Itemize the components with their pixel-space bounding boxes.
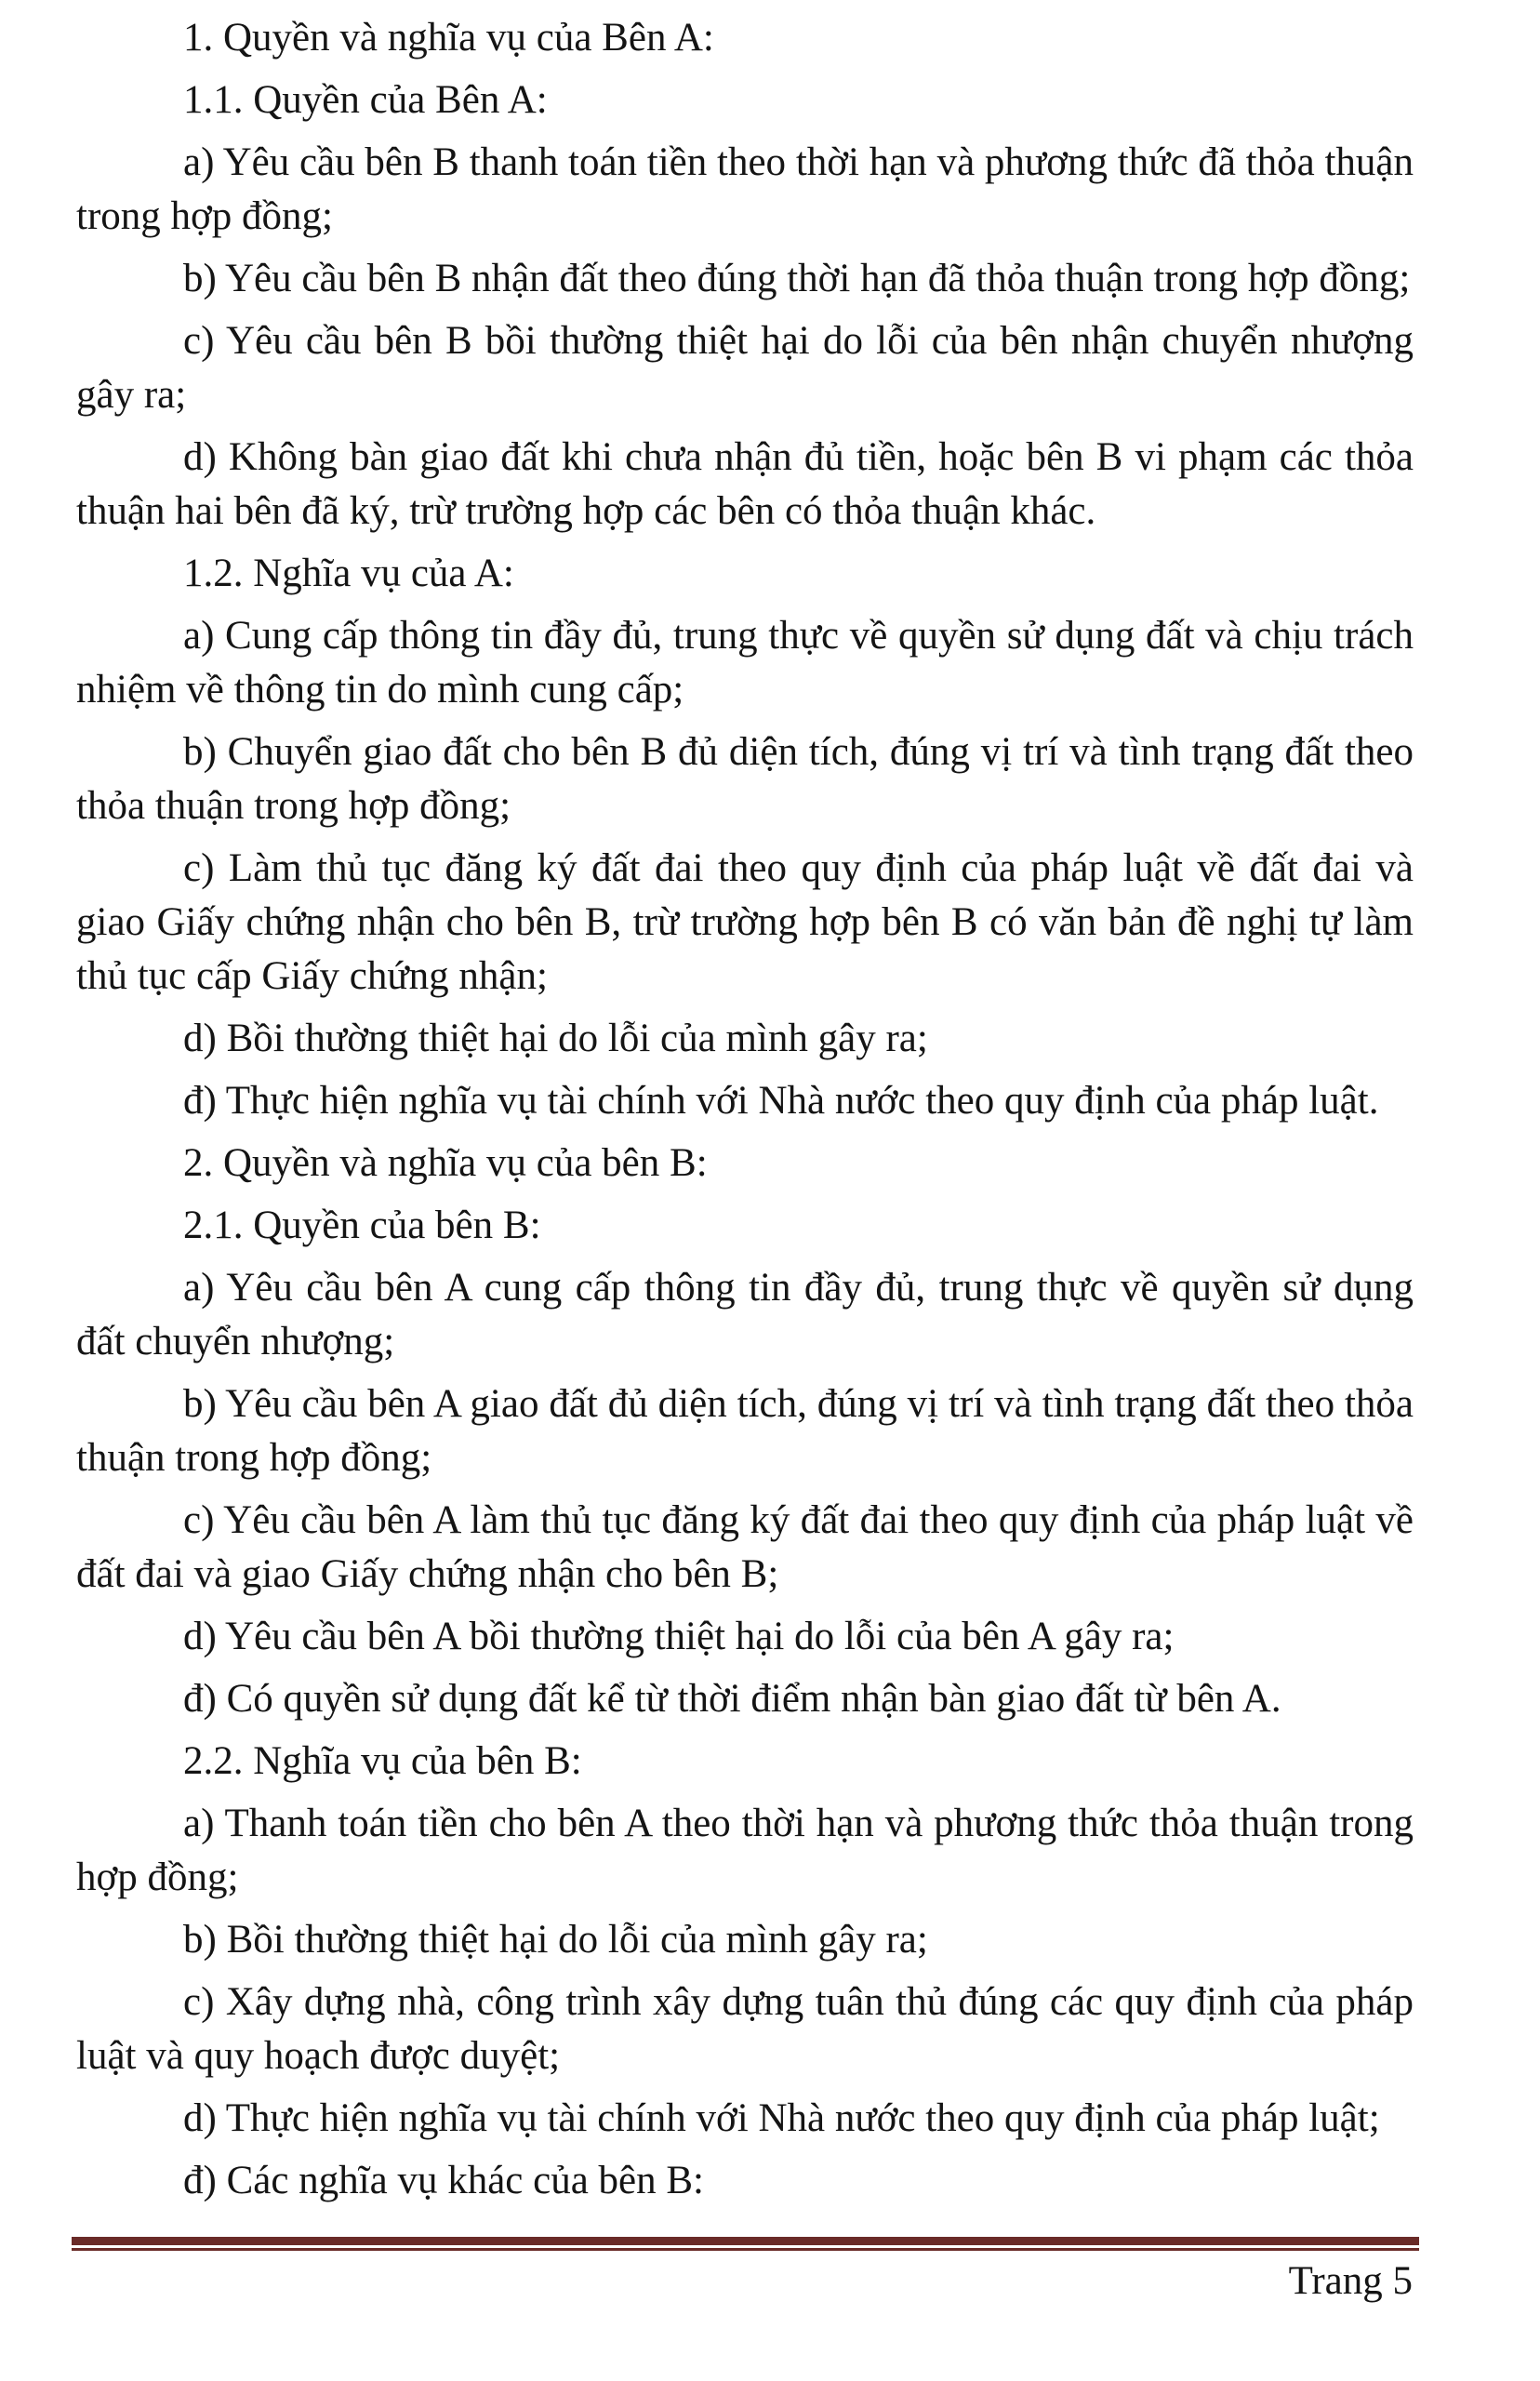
page-number: Trang 5 [1288, 2259, 1413, 2303]
paragraph: d) Thực hiện nghĩa vụ tài chính với Nhà nước theo quy định của pháp luật; [183, 2096, 1380, 2140]
section-heading: 2.2. Nghĩa vụ của bên B: [183, 1739, 582, 1783]
section-heading: 1. Quyền và nghĩa vụ của Bên A: [183, 16, 714, 60]
paragraph: c) Yêu cầu bên B bồi thường thiệt hại do lỗi của bên nhận chuyển nhượng gây ra; [76, 319, 1414, 417]
paragraph: b) Yêu cầu bên B nhận đất theo đúng thời hạn đã thỏa thuận trong hợp đồng; [183, 257, 1411, 300]
paragraph: đ) Thực hiện nghĩa vụ tài chính với Nhà nước theo quy định của pháp luật. [183, 1079, 1379, 1123]
section-heading: 1.1. Quyền của Bên A: [183, 78, 548, 122]
paragraph: c) Yêu cầu bên A làm thủ tục đăng ký đất đai theo quy định của pháp luật về đất đai và giao Giấy chứng nhận cho bên B; [76, 1498, 1414, 1596]
footer-divider [72, 2237, 1419, 2251]
paragraph: a) Yêu cầu bên B thanh toán tiền theo thời hạn và phương thức đã thỏa thuận trong hợp đồng; [76, 140, 1414, 238]
section-heading: 1.2. Nghĩa vụ của A: [183, 552, 514, 595]
footer-divider-thick-line [72, 2237, 1419, 2245]
paragraph: đ) Các nghĩa vụ khác của bên B: [183, 2159, 705, 2202]
paragraph: c) Xây dựng nhà, công trình xây dựng tuân thủ đúng các quy định của pháp luật và quy hoạch được duyệt; [76, 1980, 1414, 2078]
paragraph: b) Chuyển giao đất cho bên B đủ diện tích, đúng vị trí và tình trạng đất theo thỏa thuận trong hợp đồng; [76, 730, 1414, 828]
paragraph: đ) Có quyền sử dụng đất kể từ thời điểm nhận bàn giao đất từ bên A. [183, 1677, 1281, 1721]
page-footer [1289, 2258, 1413, 2305]
paragraph: d) Bồi thường thiệt hại do lỗi của mình gây ra; [183, 1017, 928, 1060]
paragraph: b) Yêu cầu bên A giao đất đủ diện tích, đúng vị trí và tình trạng đất theo thỏa thuận trong hợp đồng; [76, 1382, 1414, 1480]
paragraph: a) Yêu cầu bên A cung cấp thông tin đầy đủ, trung thực về quyền sử dụng đất chuyển nhượng; [76, 1266, 1414, 1363]
paragraph: a) Thanh toán tiền cho bên A theo thời hạn và phương thức thỏa thuận trong hợp đồng; [76, 1802, 1414, 1899]
section-heading: 2. Quyền và nghĩa vụ của bên B: [183, 1141, 708, 1185]
paragraph: b) Bồi thường thiệt hại do lỗi của mình gây ra; [183, 1918, 928, 1962]
contract-body [76, 11, 1414, 2216]
paragraph: c) Làm thủ tục đăng ký đất đai theo quy định của pháp luật về đất đai và giao Giấy chứng nhận cho bên B, trừ trường hợp bên B có văn bản đề nghị tự làm thủ tục cấp Giấy chứng nhận; [76, 846, 1414, 998]
footer-divider-thin-line [72, 2248, 1419, 2251]
paragraph: a) Cung cấp thông tin đầy đủ, trung thực về quyền sử dụng đất và chịu trách nhiệm về thông tin do mình cung cấp; [76, 614, 1414, 712]
section-heading: 2.1. Quyền của bên B: [183, 1204, 541, 1247]
paragraph: d) Yêu cầu bên A bồi thường thiệt hại do lỗi của bên A gây ra; [183, 1615, 1175, 1658]
paragraph: d) Không bàn giao đất khi chưa nhận đủ tiền, hoặc bên B vi phạm các thỏa thuận hai bên đã ký, trừ trường hợp các bên có thỏa thuận khác. [76, 435, 1414, 533]
